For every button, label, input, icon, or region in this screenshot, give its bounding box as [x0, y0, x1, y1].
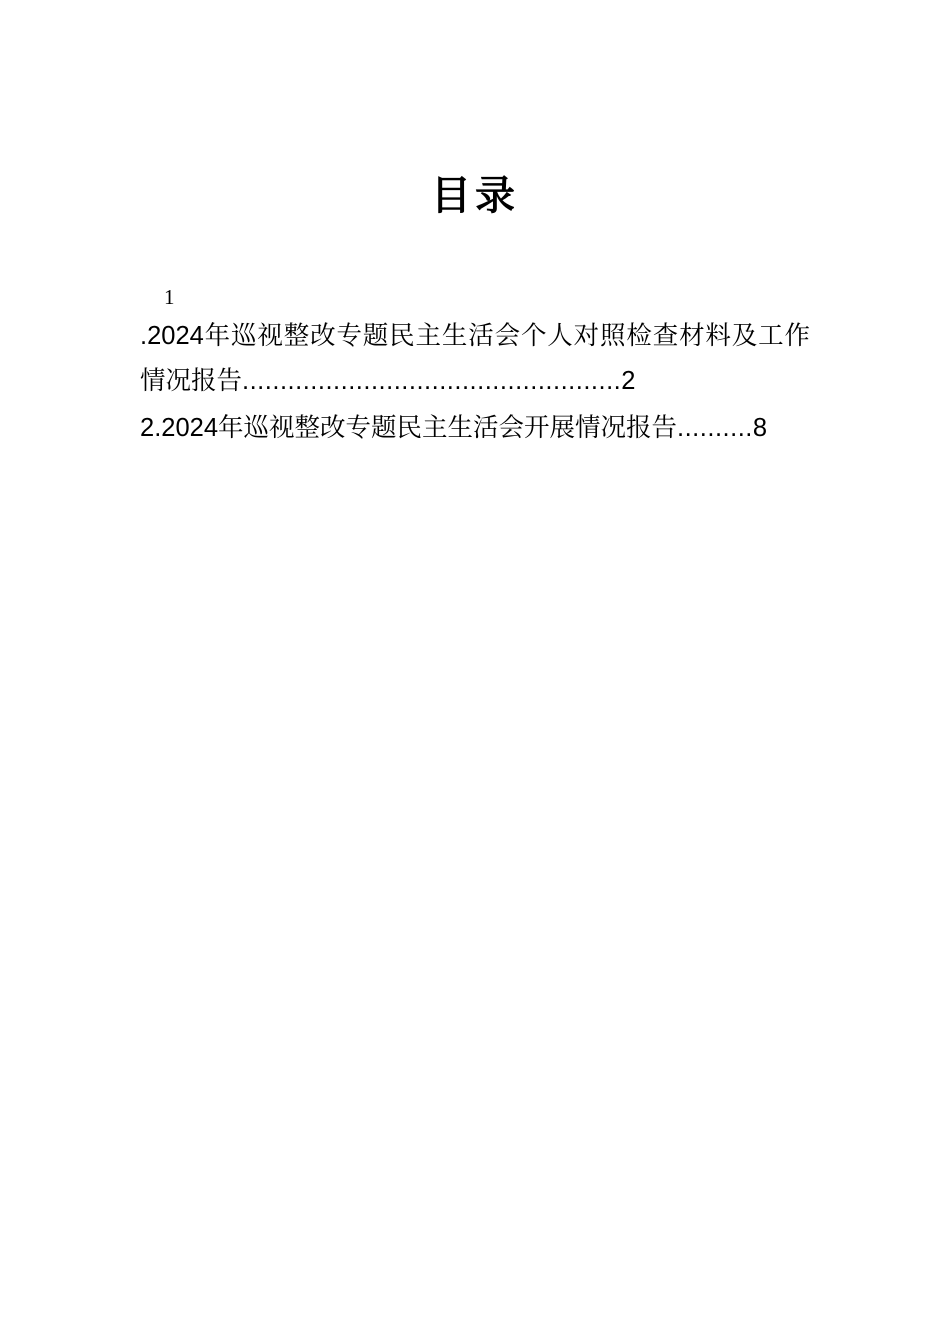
toc-entry[interactable]	[140, 282, 810, 404]
toc-entry-number: 1	[164, 285, 175, 309]
toc-entry-page: 8	[752, 414, 768, 443]
toc-entry-leader: ..........	[677, 414, 753, 443]
toc-entry-leader: ..................................................	[242, 366, 622, 395]
toc-entry-title: 2024年巡视整改专题民主生活会个人对照检查材料及工作情况报告	[140, 321, 810, 395]
toc-entry-title: 2024年巡视整改专题民主生活会开展情况报告	[161, 414, 678, 443]
toc-entry-page: 2	[621, 366, 636, 395]
page-title: 目录	[431, 174, 519, 218]
toc-entry-separator: .	[154, 414, 162, 443]
toc-entry-number: 2	[140, 414, 155, 443]
toc-entry[interactable]	[140, 406, 810, 451]
table-of-contents	[0, 282, 950, 452]
toc-entry-separator: .	[140, 321, 148, 350]
